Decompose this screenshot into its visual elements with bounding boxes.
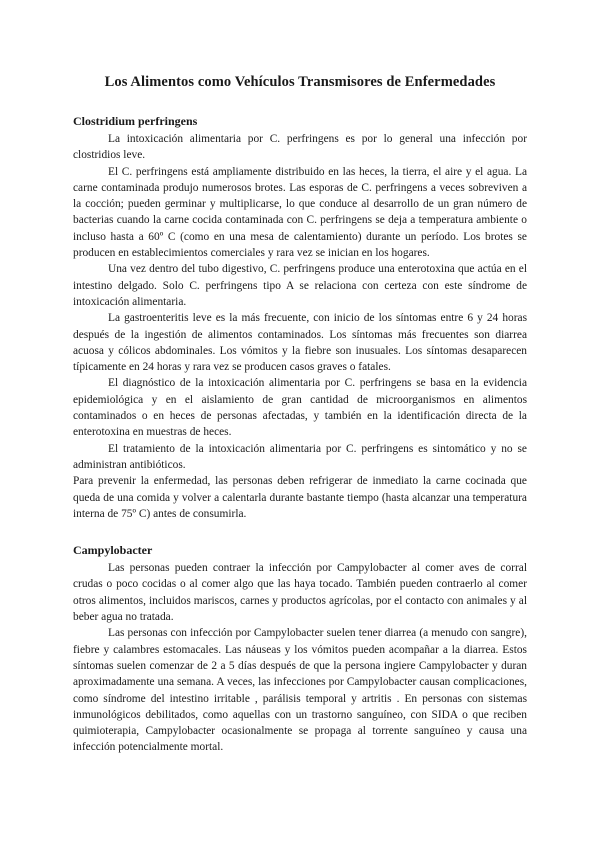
document-page [73,74,527,776]
section-clostridium [73,113,527,522]
paragraph: La intoxicación alimentaria por C. perfringens es por lo general una infección por clostridios leve. [73,133,527,162]
paragraph: El diagnóstico de la intoxicación alimentaria por C. perfringens se basa en la evidencia epidemiológica y en el aislamiento de gran cantidad de microorganismos en alimentos contaminados o en heces de personas afectadas, y también en la identificación directa de la enterotoxina en muestras de heces. [73,377,527,439]
section-heading: Clostridium perfringens [73,114,198,128]
paragraph: La gastroenteritis leve es la más frecuente, con inicio de los síntomas entre 6 y 24 horas después de la ingestión de alimentos contaminados. Los síntomas más frecuentes son diarrea acuosa y cólicos abdominales. Los vómitos y la fiebre son inusuales. Los síntomas desaparecen típicamente en 24 horas y rara vez se producen casos graves o fatales. [73,312,527,374]
paragraph: El tratamiento de la intoxicación alimentaria por C. perfringens es sintomático y no se administran antibióticos. [73,442,527,471]
section-heading: Campylobacter [73,543,153,558]
paragraph: El C. perfringens está ampliamente distribuido en las heces, la tierra, el aire y el agua. La carne contaminada produjo numerosos brotes. Las esporas de C. perfringens a veces sobreviven a la cocción; pueden germinar y multiplicarse, lo que conduce al desarrollo de un gran número de bacterias cuando la carne cocida contaminada con C. perfringens se deja a temperatura ambiente o incluso hasta a 60º C (como en una mesa de calentamiento) durante un período. Los brotes se producen en establecimientos comerciales y rara vez se inician en los hogares. [73,165,527,260]
paragraph: Para prevenir la enfermedad, las personas deben refrigerar de inmediato la carne cocinada que queda de una comida y volver a calentarla durante bastante tiempo (hasta alcanzar una temperatura interna de 75º C) antes de consumirla. [73,475,527,520]
document-title: Los Alimentos como Vehículos Transmisores de Enfermedades [104,74,496,90]
paragraph: Las personas pueden contraer la infección por Campylobacter al comer aves de corral crudas o poco cocidas o al comer algo que las haya tocado. También pueden contraerlo al comer otros alimentos, incluidos mariscos, carnes y productos agrícolas, por el contacto con animales y al beber agua no tratada. [73,562,527,624]
paragraph: Las personas con infección por Campylobacter suelen tener diarrea (a menudo con sangre), fiebre y calambres estomacales. Las náuseas y los vómitos pueden acompañar a la diarrea. Estos síntomas suelen comenzar de 2 a 5 días después de que la persona ingiere Campylobacter y duran aproximadamente una semana. A veces, las infecciones por Campylobacter causan complicaciones, como síndrome del intestino irritable , parálisis temporal y artritis . En personas con sistemas inmunológicos debilitados, como aquellas con un trastorno sanguíneo, con SIDA o que reciben quimioterapia, Campylobacter ocasionalmente se propaga al torrente sanguíneo y causa una infección potencialmente mortal. [73,627,527,754]
paragraph: Una vez dentro del tubo digestivo, C. perfringens produce una enterotoxina que actúa en el intestino delgado. Solo C. perfringens tipo A se relaciona con certeza con este síndrome de intoxicación alimentaria. [73,263,527,308]
section-campylobacter [73,542,527,756]
